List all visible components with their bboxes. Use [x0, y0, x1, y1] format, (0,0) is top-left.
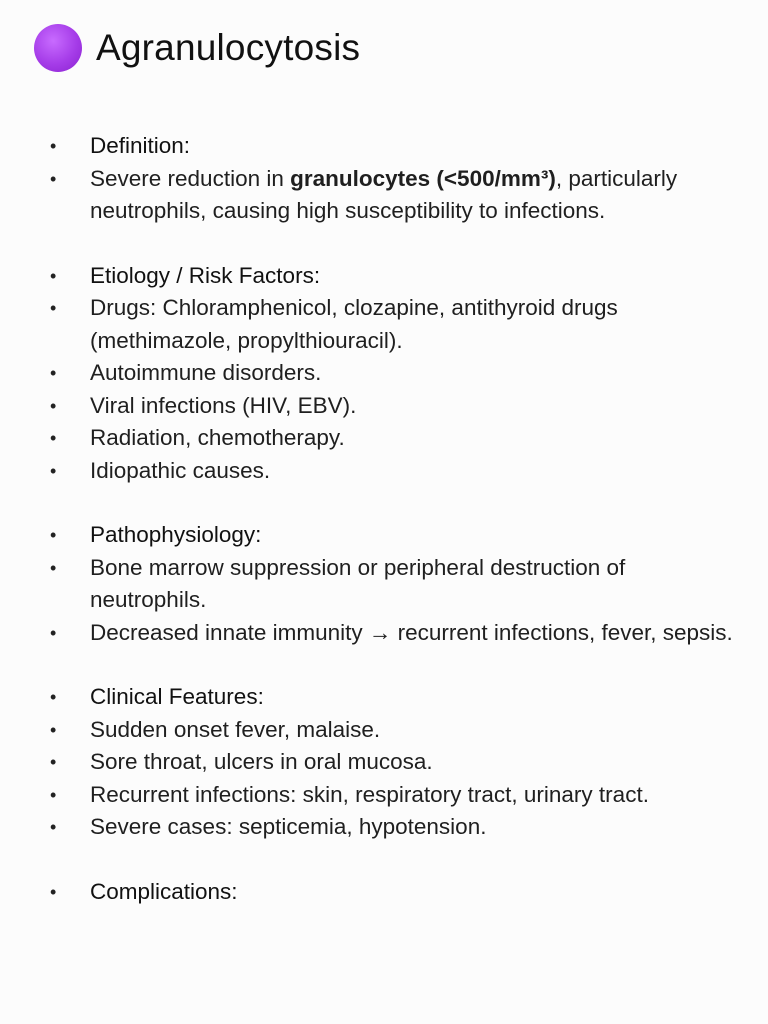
bullet-icon: •	[50, 622, 57, 643]
list-item: • Drugs: Chloramphenicol, clozapine, antithyroid drugs (methimazole, propylthiouracil).	[50, 292, 740, 357]
section-heading: • Pathophysiology:	[50, 519, 740, 552]
list-item: • Idiopathic causes.	[50, 455, 740, 488]
list-item: • Sore throat, ulcers in oral mucosa.	[50, 746, 740, 779]
list-item: • Viral infections (HIV, EBV).	[50, 390, 740, 423]
section-heading: • Clinical Features:	[50, 681, 740, 714]
title-row	[34, 22, 360, 74]
bullet-icon: •	[50, 687, 57, 707]
bullet-icon: •	[50, 428, 57, 448]
section-heading: • Etiology / Risk Factors:	[50, 260, 740, 293]
bullet-icon: •	[50, 525, 57, 545]
bullet-icon: •	[50, 557, 57, 578]
section-complications	[50, 876, 740, 909]
bullet-icon: •	[50, 719, 57, 740]
page-title: Agranulocytosis	[96, 27, 361, 68]
section-heading: • Definition:	[50, 130, 740, 163]
bullet-icon: •	[50, 395, 57, 416]
bullet-icon: •	[50, 817, 57, 837]
notes-content	[50, 130, 740, 940]
section-clinical-features	[50, 681, 740, 844]
bullet-icon: •	[50, 168, 57, 189]
bullet-icon: •	[50, 363, 57, 383]
list-item: • Autoimmune disorders.	[50, 357, 740, 390]
list-item: • Bone marrow suppression or peripheral destruction of neutrophils.	[50, 552, 740, 617]
bullet-icon: •	[50, 752, 57, 772]
section-definition	[50, 130, 740, 228]
section-etiology	[50, 260, 740, 488]
list-item: • Decreased innate immunity → recurrent infections, fever, sepsis.	[50, 617, 740, 650]
list-item: • Recurrent infections: skin, respiratory tract, urinary tract.	[50, 779, 740, 812]
bullet-icon: •	[50, 784, 57, 805]
list-item: • Sudden onset fever, malaise.	[50, 714, 740, 747]
bullet-icon: •	[50, 298, 57, 318]
bullet-icon: •	[50, 460, 57, 481]
bold-term: granulocytes (<500/mm³)	[290, 165, 556, 191]
section-pathophysiology	[50, 519, 740, 649]
bullet-icon: •	[50, 881, 57, 902]
section-heading: • Complications:	[50, 876, 740, 909]
list-item: • Severe cases: septicemia, hypotension.	[50, 811, 740, 844]
bullet-icon: •	[50, 136, 57, 156]
list-item: • Severe reduction in granulocytes (<500/mm³), particularly neutrophils, causing high susceptibility to infections.	[50, 163, 740, 228]
list-item: • Radiation, chemotherapy.	[50, 422, 740, 455]
purple-circle-icon	[34, 24, 82, 72]
bullet-icon: •	[50, 265, 57, 286]
